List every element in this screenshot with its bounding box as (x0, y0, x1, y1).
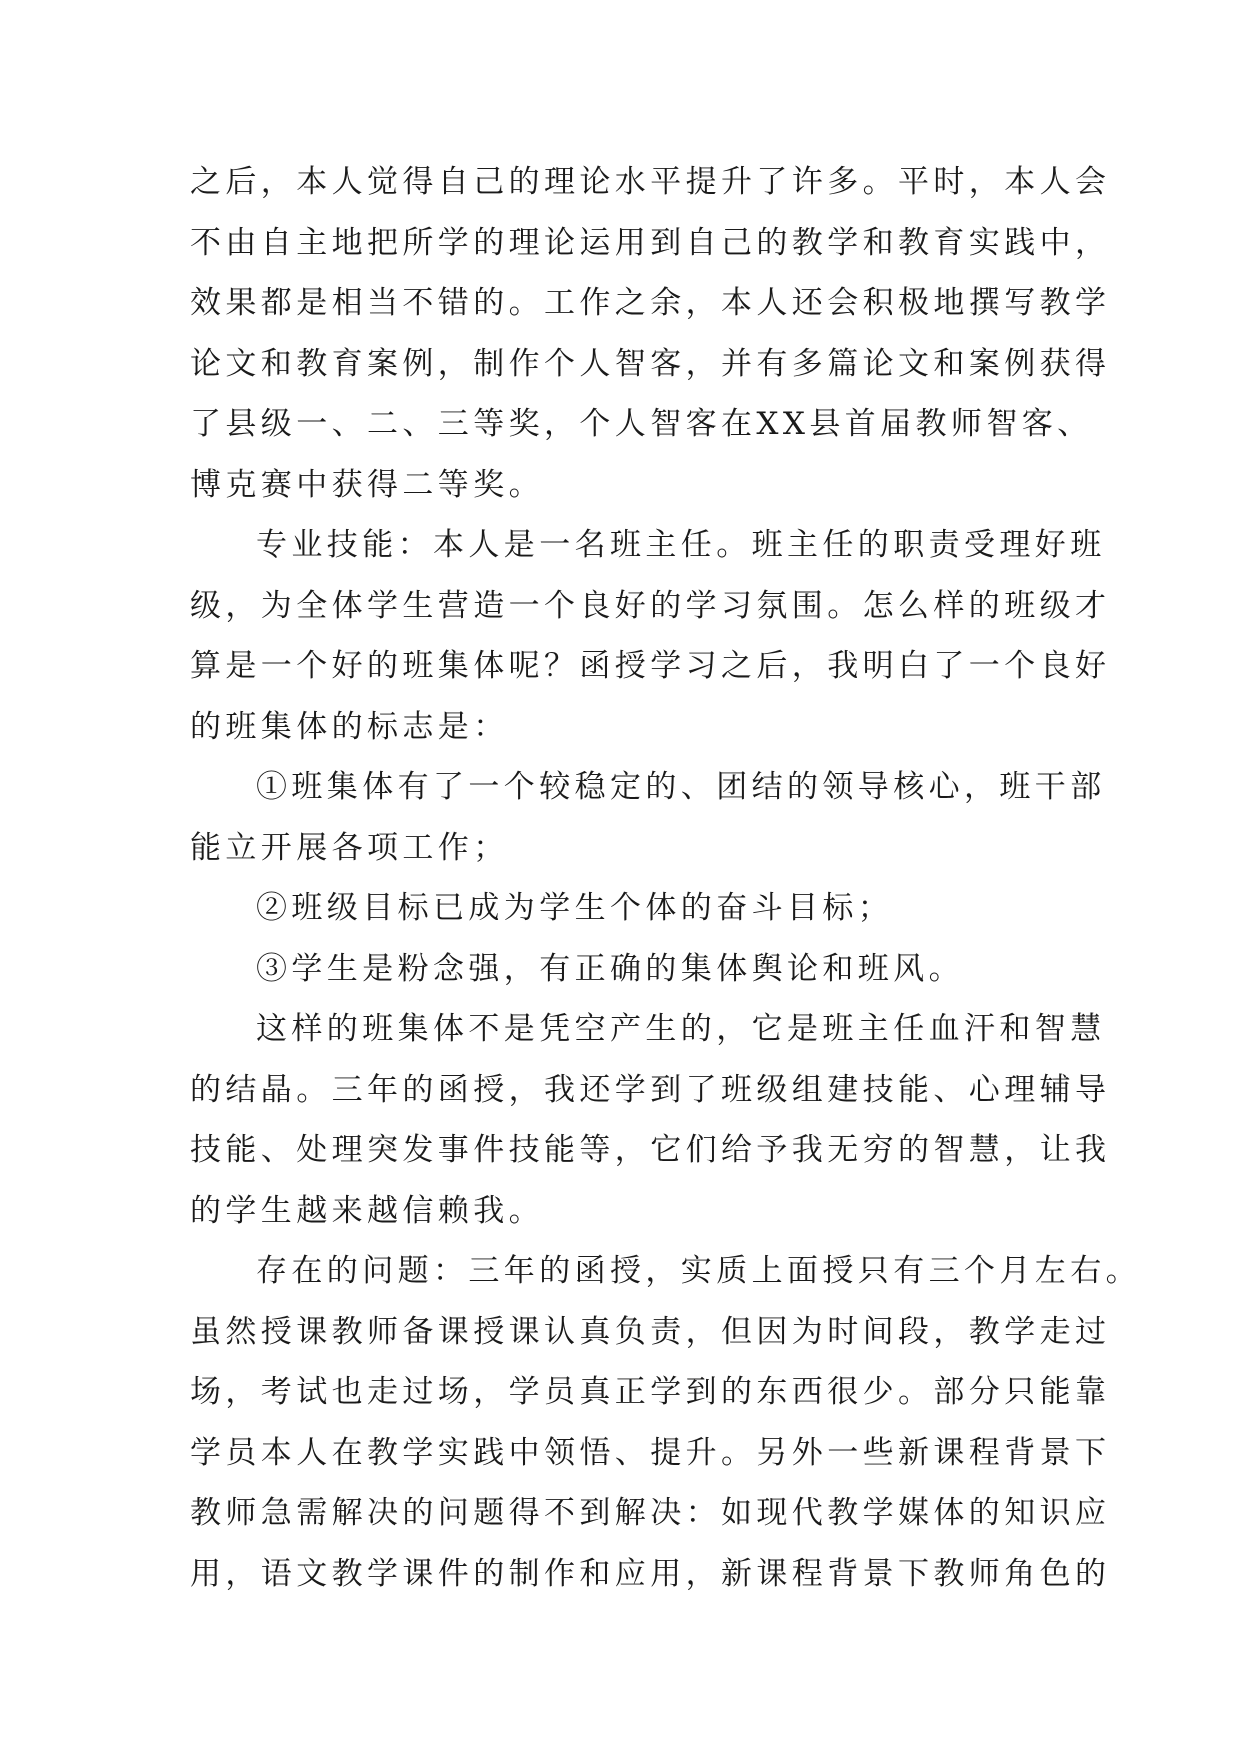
paragraph-problems (190, 1241, 1141, 1604)
paragraph-professional-skills (190, 515, 1111, 757)
text-line: 场，考试也走过场，学员真正学到的东西很少。部分只能靠 (190, 1374, 1111, 1410)
text-line: 的结晶。三年的函授，我还学到了班级组建技能、心理辅导 (190, 1071, 1111, 1108)
text-line: 教师急需解决的问题得不到解决：如现代教学媒体的知识应 (190, 1495, 1111, 1531)
text-line: 的班集体的标志是： (190, 708, 509, 745)
text-line: 能立开展各项工作； (190, 829, 509, 866)
text-line: 效果都是相当不错的。工作之余，本人还会积极地撰写教学 (190, 285, 1111, 321)
text-line: 这样的班集体不是凭空产生的，它是班主任血汗和智慧 (256, 1011, 1106, 1047)
text-line: ③学生是粉念强，有正确的集体舆论和班风。 (256, 950, 964, 987)
text-line: 级，为全体学生营造一个良好的学习氛围。怎么样的班级才 (190, 587, 1111, 624)
text-line: 的学生越来越信赖我。 (190, 1192, 544, 1229)
text-line: 存在的问题：三年的函授，实质上面授只有三个月左右。 (256, 1253, 1141, 1289)
text-line: 了县级一、二、三等奖，个人智客在XX县首届教师智客、 (190, 406, 1093, 442)
text-line: 博克赛中获得二等奖。 (190, 466, 544, 503)
text-line: ①班集体有了一个较稳定的、团结的领导核心，班干部 (256, 769, 1106, 805)
text-line: 技能、处理突发事件技能等，它们给予我无穷的智慧，让我 (190, 1132, 1111, 1168)
document-body (190, 152, 1141, 1604)
text-line: 学员本人在教学实践中领悟、提升。另外一些新课程背景下 (190, 1434, 1111, 1471)
list-item-2 (190, 878, 1070, 939)
list-item-3 (190, 939, 1070, 1000)
text-line: ②班级目标已成为学生个体的奋斗目标； (256, 890, 894, 926)
text-line: 不由自主地把所学的理论运用到自己的教学和教育实践中， (190, 224, 1111, 261)
list-item-1 (190, 757, 1106, 878)
text-line: 算是一个好的班集体呢？函授学习之后，我明白了一个良好 (190, 648, 1111, 684)
text-line: 用，语文教学课件的制作和应用，新课程背景下教师角色的 (190, 1555, 1111, 1592)
text-line: 之后，本人觉得自己的理论水平提升了许多。平时，本人会 (190, 164, 1111, 200)
paragraph-theory (190, 152, 1111, 515)
text-line: 专业技能：本人是一名班主任。班主任的职责受理好班 (256, 527, 1106, 563)
text-line: 论文和教育案例，制作个人智客，并有多篇论文和案例获得 (190, 345, 1111, 382)
text-line: 虽然授课教师备课授课认真负责，但因为时间段，教学走过 (190, 1313, 1111, 1350)
paragraph-class-collective (190, 999, 1111, 1241)
